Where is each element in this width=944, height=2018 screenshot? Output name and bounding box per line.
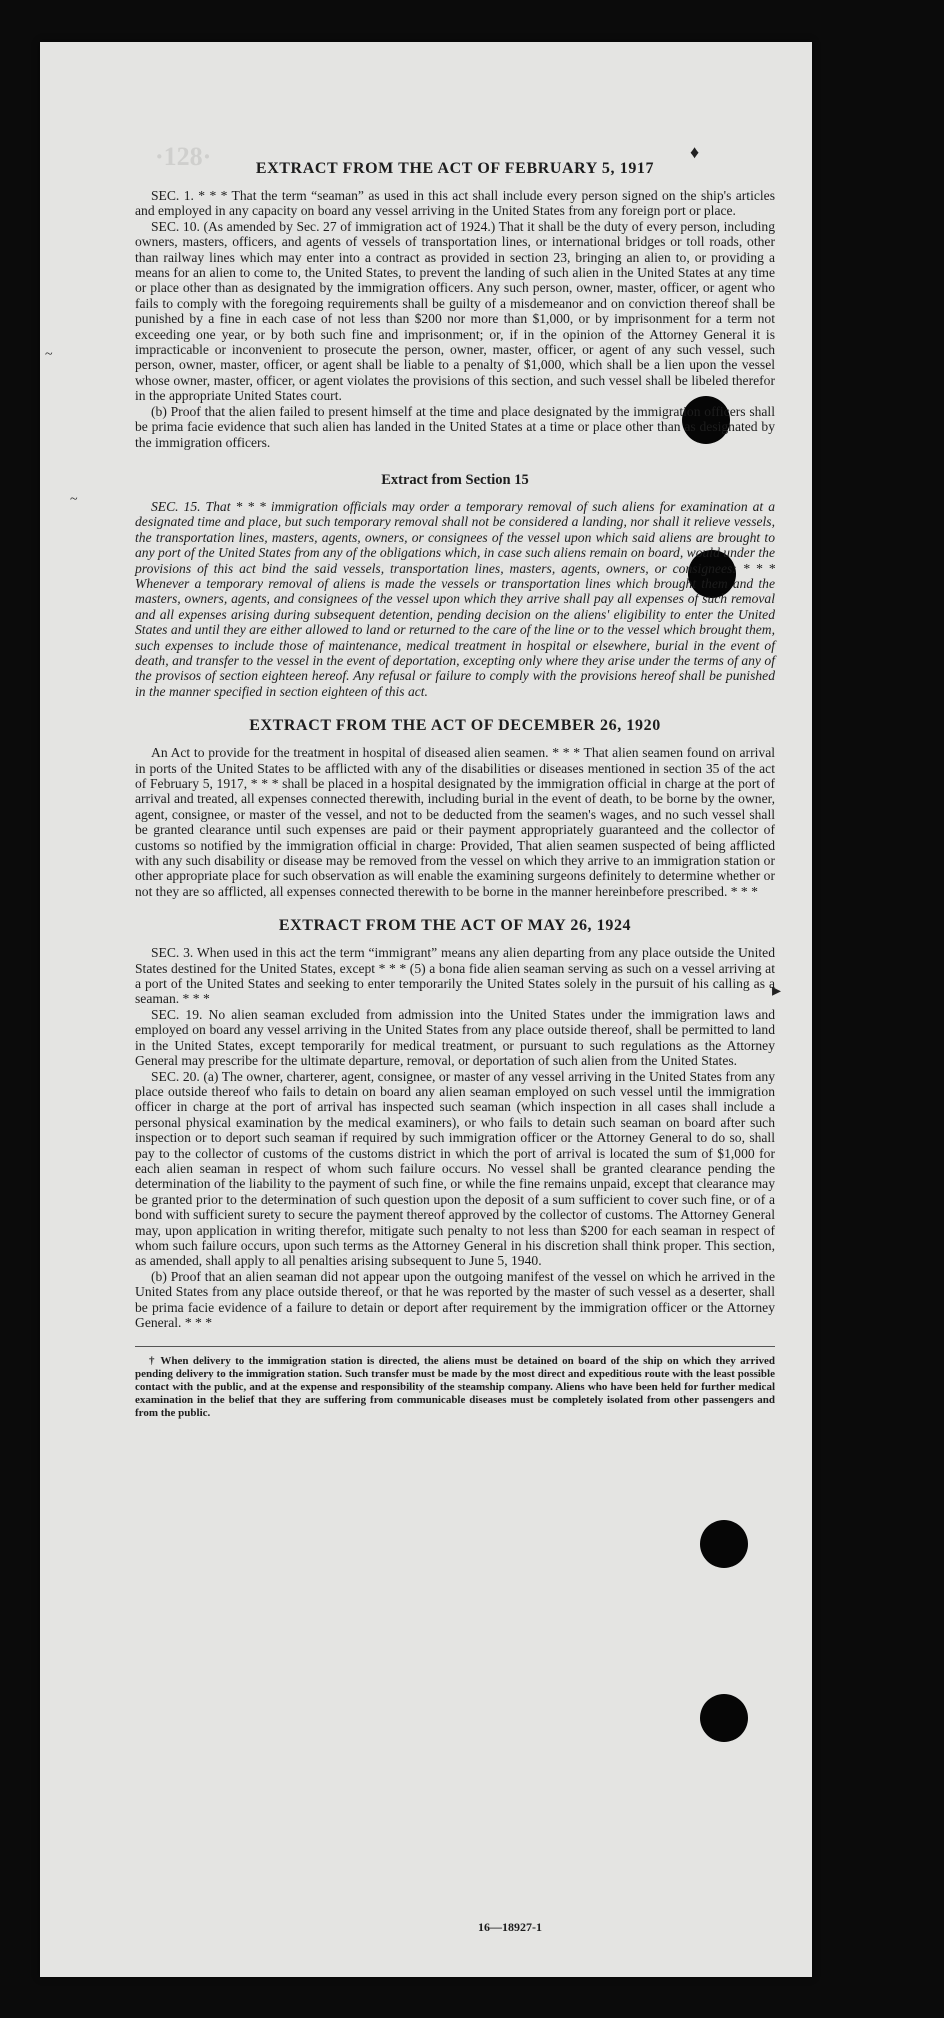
ink-mark: ▸ bbox=[772, 980, 782, 1000]
ink-mark: ♦ bbox=[690, 142, 700, 162]
ink-mark: ~ bbox=[70, 492, 78, 507]
document-page bbox=[40, 42, 812, 1977]
punch-hole bbox=[700, 1520, 748, 1568]
paragraph: (b) Proof that an alien seaman did not appear upon the outgoing manifest of the vessel on which he arrived in the United States from any place outside thereof, or that he was reported by the master of such vessel as a deserter, shall be prima facie evidence of a failure to detain or deport after requirement by the immigration officer or the Attorney General. * * * bbox=[135, 1268, 775, 1330]
paragraph: SEC. 3. When used in this act the term “immigrant” means any alien departing from any place outside the United States destined for the United States, except * * * (5) a bona fide alien seaman serving as such on a vessel arriving at a port of the United States and seeking to enter temporarily the United States solely in the pursuit of his calling as a seaman. * * * bbox=[135, 945, 775, 1007]
paragraph: SEC. 10. (As amended by Sec. 27 of immigration act of 1924.) That it shall be the duty of every person, including owners, masters, officers, and agents of vessels of transportation lines, or international bridges or toll roads, other than railway lines which may enter into a contract as provided in section 23, bringing an alien to, or providing a means for an alien to come to, the United States, to prevent the landing of such alien in the United States at any time or place other than as designated by the immigration officers. Any such person, owner, master, officer, or agent who fails to comply with the foregoing requirements shall be guilty of a misdemeanor and on conviction thereof shall be punished by a fine in each case of not less than $200 nor more than $1,000, or by imprisonment for a term not exceeding one year, or by both such fine and imprisonment; or, if in the opinion of the Attorney General it is impracticable or inconvenient to prosecute the person, owner, master, officer, or agent of any such vessel, such person, owner, master, officer, or agent shall be liable to a penalty of $1,000, which shall be a lien upon the vessel whose owner, master, officer, or agent violates the provisions of this section, and such vessel shall be libeled therefor in the appropriate United States court. bbox=[135, 218, 775, 404]
paragraph: (b) Proof that the alien failed to present himself at the time and place designated by the immigration officers shall be prima facie evidence that such alien has landed in the United States at a time or place other than as designated by the immigration officers. bbox=[135, 403, 775, 450]
document-body bbox=[135, 160, 775, 1419]
heading-section-15: Extract from Section 15 bbox=[381, 471, 529, 488]
paragraph: SEC. 19. No alien seaman excluded from admission into the United States under the immigration laws and employed on board any vessel arriving in the United States from any place outside thereof, shall be permitted to land in the United States, except temporarily for medical treatment, or pursuant to such regulations as the Attorney General may prescribe for the ultimate departure, removal, or deportation of such alien from the United States. bbox=[135, 1006, 775, 1069]
paragraph: SEC. 15. That * * * immigration officials may order a temporary removal of such aliens for examination at a designated time and place, but such temporary removal shall not be considered a landing, nor shall it relieve vessels, the transportation lines, masters, agents, owners, or consignees of the vessel upon which said aliens are brought to any port of the United States from any of the obligations which, in case such aliens remain on board, would under the provisions of this act bind the said vessels, transportation lines, masters, agents, owners, or consignees: * * * Whenever a temporary removal of aliens is made the vessels or transportation lines which brought them and the masters, owners, agents, and consignees of the vessel upon which they arrive shall pay all expenses of such removal and all expenses arising during subsequent detention, pending decision on the aliens' eligibility to enter the United States and until they are either allowed to land or returned to the care of the line or to the vessel which brought them, such expenses to include those of maintenance, medical treatment in hospital or elsewhere, burial in the event of death, and transfer to the vessel in the event of deportation, excepting only where they arise under the terms of any of the provisos of section eighteen hereof. Any refusal or failure to comply with the provisions hereof shall be punished in the manner specified in section eighteen of this act. bbox=[135, 498, 775, 699]
heading-act-1917: EXTRACT FROM THE ACT OF FEBRUARY 5, 1917 bbox=[255, 160, 655, 177]
paragraph: An Act to provide for the treatment in hospital of diseased alien seamen. * * * That alien seamen found on arrival in ports of the United States to be afflicted with any of the disabilities or diseases mentioned in section 35 of the act of February 5, 1917, * * * shall be placed in a hospital designated by the immigration official in charge at the port of arrival and treated, all expenses connected therewith, including burial in the event of death, to be borne by the owner, agent, consignee, or master of the vessel, and not to be deducted from the seamen's wages, and no such vessel shall be granted clearance until such expenses are paid or their payment appropriately guaranteed and the collector of customs so notified by the immigration official in charge: Provided, That alien seamen suspected of being afflicted with any such disability or disease may be removed from the vessel on which they arrive to an immigration station or other appropriate place for such observation as will enable the examining surgeons definitely to determine whether or not they are so afflicted, all expenses connected therewith to be borne in the manner hereinbefore prescribed. * * * bbox=[135, 745, 775, 899]
ink-mark: ~ bbox=[45, 347, 53, 362]
paragraph: SEC. 20. (a) The owner, charterer, agent, consignee, or master of any vessel arriving in the United States from any place outside thereof who fails to detain on board any alien seaman employed on such vessel until the immigration officer in charge at the port of arrival has inspected such seaman (which inspection in all cases shall include a personal physical examination by the medical examiners), or who fails to detain such seaman on board after such inspection or to deport such seaman if required by such immigration officer or the Attorney General to do so, shall pay to the collector of customs of the customs district in which the port of arrival is located the sum of $1,000 for each alien seaman in respect of whom such failure occurs. No vessel shall be granted clearance pending the determination of the liability to the payment of such fine, or while the fine remains unpaid, except that clearance may be granted prior to the determination of such question upon the deposit of a sum sufficient to cover such fine, or of a bond with sufficient surety to secure the payment thereof approved by the collector of customs. The Attorney General may, upon application in writing therefor, mitigate such penalty to not less than $200 for each seaman in respect of whom such failure occurs, upon such terms as the Attorney General in his discretion shall think proper. This section, as amended, shall apply to all penalties arising subsequent to June 5, 1940. bbox=[135, 1068, 775, 1269]
heading-act-1920: EXTRACT FROM THE ACT OF DECEMBER 26, 1920 bbox=[249, 717, 661, 735]
heading-act-1924: EXTRACT FROM THE ACT OF MAY 26, 1924 bbox=[278, 917, 632, 935]
punch-hole bbox=[700, 1694, 748, 1742]
paragraph: SEC. 1. * * * That the term “seaman” as used in this act shall include every person signed on the ship's articles and employed in any capacity on board any vessel arriving in the United States from any foreign port or place. bbox=[135, 188, 775, 219]
form-number: 16—18927-1 bbox=[478, 1920, 542, 1934]
footnote: † When delivery to the immigration station is directed, the aliens must be detained on board of the ship on which they arrived pending delivery to the immigration station. Such transfer must be made by the most direct and expeditious route with the least possible contact with the public, and at the expense and responsibility of the steamship company. Aliens who have been held for further medical examination in the belief that they are suffering from communicable diseases must be completely isolated from other passengers and from the public. bbox=[135, 1346, 775, 1419]
faded-stamp: ·128· bbox=[155, 142, 212, 171]
